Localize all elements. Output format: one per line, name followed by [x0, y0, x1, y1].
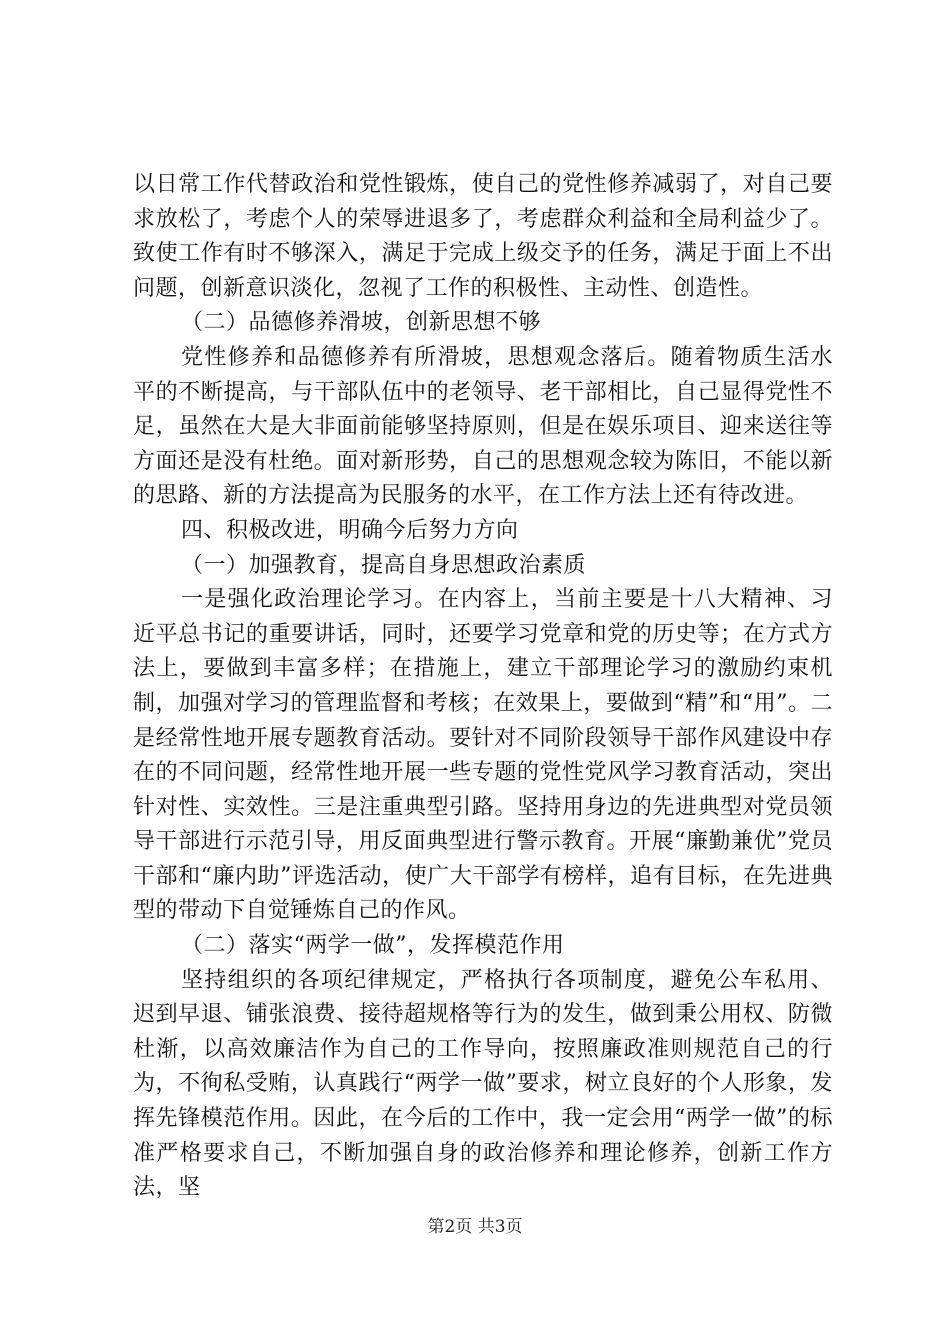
- section-heading-2-2: （二）品德修养滑坡，创新思想不够: [181, 310, 542, 336]
- paragraph-discipline: 坚持组织的各项纪律规定，严格执行各项制度，避免公车私用、迟到早退、铺张浪费、接待超规格等行为的发生，做到秉公用权、防微杜渐，以高效廉洁作为自己的工作导向，按照廉政准则规范自己的行为，不徇私受贿，认真践行“两学一做”要求，树立良好的个人形象，发挥先锋模范作用。因此，在今后的工作中，我一定会用“两学一做”的标准严格要求自己，不断加强自身的政治修养和理论修养，创新工作方法，坚: [133, 967, 833, 1201]
- section-heading-4: 四、积极改进，明确今后努力方向: [181, 517, 519, 543]
- page-footer: 第2页 共3页: [427, 1217, 523, 1237]
- paragraph-moral-cultivation: 党性修养和品德修养有所滑坡，思想观念落后。随着物质生活水平的不断提高，与干部队伍中的老领导、老干部相比，自己显得党性不足，虽然在大是大非面前能够坚持原则，但是在娱乐项目、迎来送往等方面还是没有杜绝。面对新形势，自己的思想观念较为陈旧，不能以新的思路、新的方法提高为民服务的水平，在工作方法上还有待改进。: [133, 344, 833, 509]
- paragraph-education: 一是强化政治理论学习。在内容上，当前主要是十八大精神、习近平总书记的重要讲话，同时，还要学习党章和党的历史等；在方式方法上，要做到丰富多样；在措施上，建立干部理论学习的激励约束机制，加强对学习的管理监督和考核；在效果上，要做到“精”和“用”。二是经常性地开展专题教育活动。要针对不同阶段领导干部作风建设中存在的不同问题，经常性地开展一些专题的党性党风学习教育活动，突出针对性、实效性。三是注重典型引路。坚持用身边的先进典型对党员领导干部进行示范引导，用反面典型进行警示教育。开展“廉勤兼优”党员干部和“廉内助”评选活动，使广大干部学有榜样，追有目标，在先进典型的带动下自觉锤炼自己的作风。: [133, 587, 833, 924]
- document-body: [133, 168, 833, 1206]
- section-heading-4-2: （二）落实“两学一做”，发挥模范作用: [181, 933, 565, 959]
- paragraph-continuation: 以日常工作代替政治和党性锻炼，使自己的党性修养减弱了，对自己要求放松了，考虑个人的荣辱进退多了，考虑群众利益和全局利益少了。致使工作有时不够深入，满足于完成上级交予的任务，满足于面上不出问题，创新意识淡化，忽视了工作的积极性、主动性、创造性。: [133, 172, 833, 301]
- section-heading-4-1: （一）加强教育，提高自身思想政治素质: [181, 552, 587, 578]
